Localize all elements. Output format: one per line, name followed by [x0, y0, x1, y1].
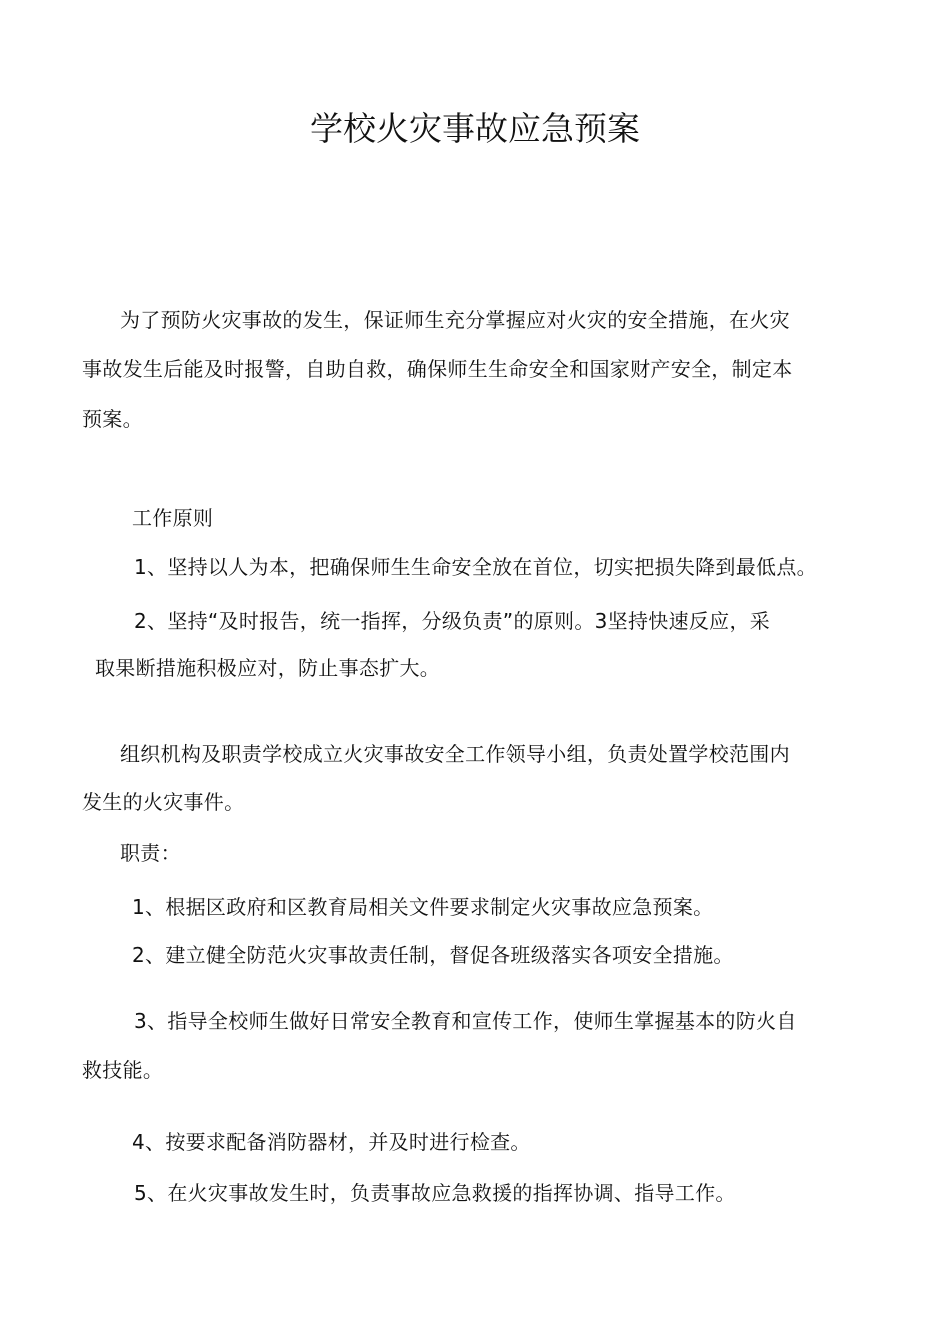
- principle-2-line-2: 取果断措施积极应对，防止事态扩大。: [95, 656, 441, 680]
- duty-1: 1、根据区政府和区教育局相关文件要求制定火灾事故应急预案。: [132, 895, 714, 919]
- duties-heading: 职责：: [120, 841, 181, 865]
- organization-line-1: 组织机构及职责学校成立火灾事故安全工作领导小组，负责处置学校范围内: [120, 742, 790, 766]
- intro-line-3: 预案。: [82, 407, 143, 431]
- intro-line-1: 为了预防火灾事故的发生，保证师生充分掌握应对火灾的安全措施，在火灾: [120, 308, 790, 332]
- duty-3-line-1: 3、指导全校师生做好日常安全教育和宣传工作，使师生掌握基本的防火自: [134, 1009, 797, 1033]
- duty-3-line-2: 救技能。: [82, 1058, 164, 1082]
- principles-heading: 工作原则: [132, 506, 214, 530]
- intro-line-2: 事故发生后能及时报警，自助自救，确保师生生命安全和国家财产安全，制定本: [82, 357, 793, 381]
- principle-2-line-1: 2、坚持“及时报告，统一指挥，分级负责”的原则。3坚持快速反应，采: [134, 609, 771, 633]
- duty-4: 4、按要求配备消防器材，并及时进行检查。: [132, 1130, 531, 1154]
- organization-line-2: 发生的火灾事件。: [82, 790, 245, 814]
- duty-2: 2、建立健全防范火灾事故责任制，督促各班级落实各项安全措施。: [132, 943, 734, 967]
- principle-1: 1、坚持以人为本，把确保师生生命安全放在首位，切实把损失降到最低点。: [134, 555, 817, 579]
- duty-5: 5、在火灾事故发生时，负责事故应急救援的指挥协调、指导工作。: [134, 1181, 736, 1205]
- document-title: 学校火灾事故应急预案: [310, 109, 640, 148]
